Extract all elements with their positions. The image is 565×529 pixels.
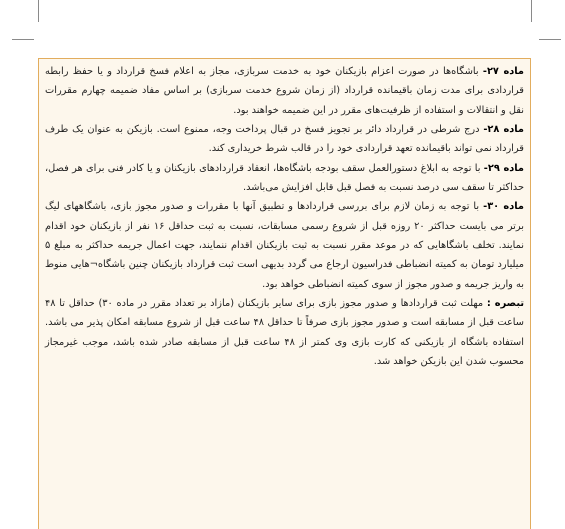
crop-mark <box>12 39 34 40</box>
note-heading: تبصره : <box>486 298 524 310</box>
crop-mark <box>531 0 532 22</box>
article-29 <box>45 159 524 198</box>
note-text: مهلت ثبت قراردادها و صدور مجوز بازی برای سایر بازیکنان (مازاد بر تعداد مقرر در ماده ۳۰) حداقل تا ۴۸ ساعت قبل از مسابقه است و صدور مجوز بازی صرفاً تا حداقل ۴۸ ساعت قبل از شروع مسابقه امکان پذیر می باشد. استفاده باشگاه از بازیکنی که کارت بازی وی کمتر از ۴۸ ساعت قبل از مسابقه صادر شده باشد، موجب غیرمجاز محسوب شدن این بازیکن خواهد شد. <box>45 298 524 368</box>
article-27 <box>45 62 524 120</box>
article-text: با توجه به زمان لازم برای بررسی قراردادها و تطبیق آنها با مقررات و صدور مجوز بازی، باشگاههای لیگ برتر می بایست حداکثر ۲۰ روزه قبل از شروع رسمی مسابقات، نسبت به ثبت حداقل ۱۶ نفر از بازیکنان خود اقدام نمایند. تخلف باشگاهایی که در موعد مقرر نسبت به ثبت بازیکنان اقدام ننمایند، جهت اعمال جریمه حداکثر به مبلغ ۵ میلیارد تومان به کمیته انضباطی فدراسیون ارجاع می گردد بدیهی است ثبت قرارداد بازیکنان چنین باشگاه¬هایی منوط به واریز جریمه و صدور مجوز از سوی کمیته انضباطی خواهد بود. <box>45 201 524 290</box>
article-heading: ماده ۲۹- <box>483 162 524 174</box>
articles-box <box>38 58 531 529</box>
article-text: با توجه به ابلاغ دستورالعمل سقف بودجه باشگاه‌ها، انعقاد قراردادهای بازیکنان و یا کادر فنی برای هر فصل، حداکثر تا سقف سی درصد نسبت به فصل قبل قابل افزایش می‌باشد. <box>45 162 524 194</box>
article-28 <box>45 120 524 159</box>
article-heading: ماده ۲۷- <box>482 66 524 77</box>
article-text: درج شرطی در قرارداد دائر بر تجویز فسخ در قبال پرداخت وجه، ممنوع است. بازیکن به عنوان یک طرف قرارداد نمی تواند باقیمانده تعهد قراردادی خود را در قالب شرط خریداری کند. <box>45 124 524 155</box>
article-text: باشگاه‌ها در صورت اعزام بازیکنان خود به خدمت سربازی، مجاز به اعلام فسخ قرارداد و یا حفظ رابطه قراردادی برای مدت زمان باقیمانده قرارداد (از زمان شروع خدمت سربازی) بر اساس مفاد ضمیمه چهارم مقررات نقل و انتقالات و استفاده از ظرفیت‌های مقرر در این ضمیمه خواهند بود. <box>45 66 524 116</box>
crop-mark <box>539 39 561 40</box>
note-paragraph <box>45 294 524 371</box>
article-30 <box>45 197 524 294</box>
article-heading: ماده ۲۸- <box>483 124 524 136</box>
crop-mark <box>38 0 39 22</box>
article-heading: ماده ۳۰- <box>483 201 524 213</box>
